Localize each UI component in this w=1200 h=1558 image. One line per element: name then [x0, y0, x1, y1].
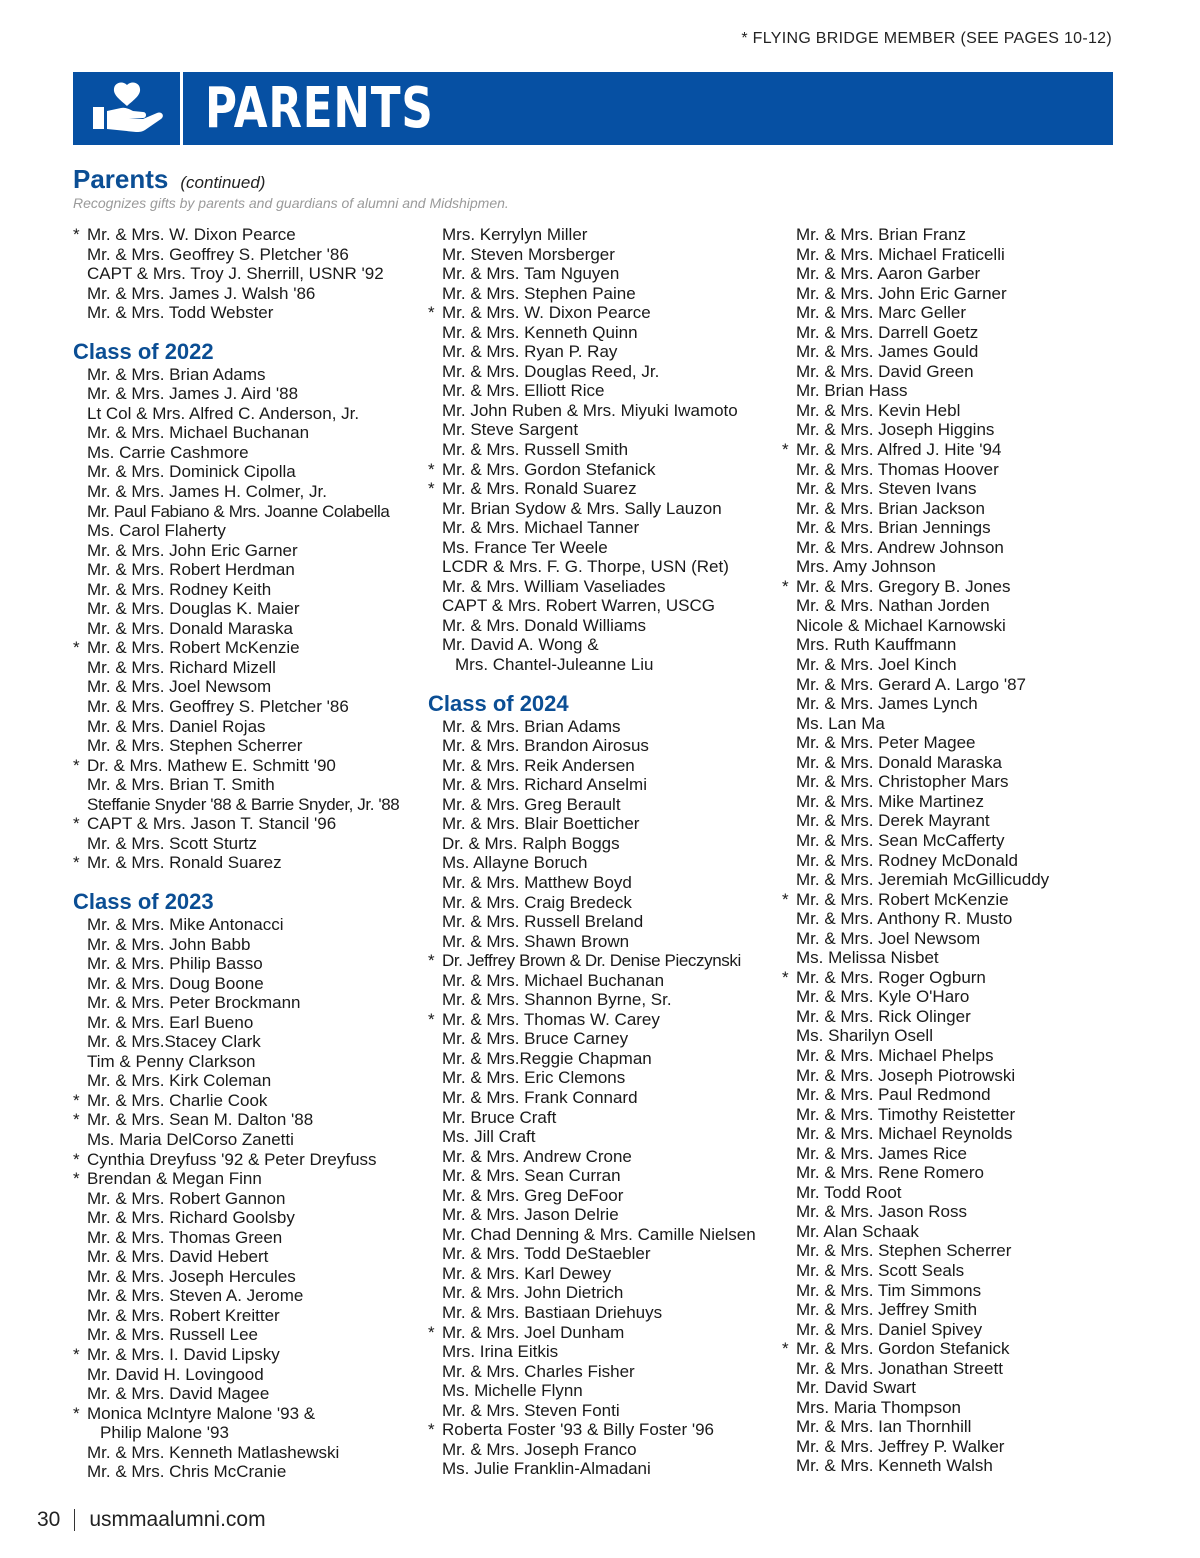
donor-entry: Mr. & Mrs. Steven Fonti [442, 1400, 620, 1420]
donor-entry: Mr. & Mrs. Tim Simmons [796, 1280, 982, 1300]
donor-entry: Mr. & Mrs. Robert Kreitter [87, 1305, 280, 1325]
donor-entry: Mr. Chad Denning & Mrs. Camille Nielsen [442, 1224, 756, 1244]
donor-entry-flying-bridge: * Mr. & Mrs. Gordon Stefanick [428, 460, 773, 480]
donor-entry: Mr. & Mrs. Brian Jackson [796, 498, 985, 518]
donor-entry: Mr. & Mrs. Michael Fraticelli [796, 244, 1005, 264]
class-year-heading: Class of 2024 [428, 690, 569, 716]
donor-entry: Nicole & Michael Karnowski [796, 615, 1006, 635]
donor-entry: Mr. & Mrs. Peter Magee [796, 733, 976, 753]
donor-entry: Tim & Penny Clarkson [87, 1051, 256, 1071]
donor-entry: Mr. John Ruben & Mrs. Miyuki Iwamoto [442, 400, 738, 420]
donor-entry: Mr. & Mrs. Mike Antonacci [87, 914, 284, 934]
donor-entry-flying-bridge: * Dr. & Mrs. Mathew E. Schmitt '90 [73, 756, 413, 776]
donor-entry: Mr. Steve Sargent [442, 420, 579, 440]
donor-entry: Ms. Melissa Nisbet [796, 948, 939, 968]
donor-entry: Mr. & Mrs. Douglas Reed, Jr. [442, 361, 660, 381]
donor-entry: Mr. & Mrs. Stephen Scherrer [87, 736, 303, 756]
class-year-heading: Class of 2023 [73, 888, 214, 914]
donor-entry: Mr. & Mrs. Gerard A. Largo '87 [796, 674, 1026, 694]
donor-entry: Mr. & Mrs. Rodney Keith [87, 579, 272, 599]
donor-entry: Mr. & Mrs. Frank Connard [442, 1087, 638, 1107]
donor-entry: Mr. & Mrs. Michael Tanner [442, 518, 640, 538]
donor-column-3 [782, 225, 1122, 1476]
donor-entry: Mr. & Mrs. Rene Romero [796, 1163, 984, 1183]
donor-entry: Mr. & Mrs. Bastiaan Driehuys [442, 1302, 663, 1322]
donor-entry-flying-bridge: * Mr. & Mrs. Ronald Suarez [73, 853, 413, 873]
donor-entry: Mr. & Mrs. Todd Webster [87, 303, 274, 323]
donor-entry: Mr. & Mrs. Steven A. Jerome [87, 1286, 304, 1306]
donor-entry-flying-bridge: * Mr. & Mrs. W. Dixon Pearce [428, 303, 773, 323]
banner-divider [180, 72, 183, 145]
donor-entry: Mr. & Mrs. William Vaseliades [442, 576, 666, 596]
donor-entry: Mr. & Mrs. Joel Newsom [796, 928, 981, 948]
donor-entry: Mr. & Mrs. Paul Redmond [796, 1085, 991, 1105]
donor-entry-flying-bridge: * Mr. & Mrs. Sean M. Dalton '88 [73, 1110, 413, 1130]
donor-entry: Mr. & Mrs. Daniel Rojas [87, 716, 266, 736]
donor-entry: Mr. & Mrs. Anthony R. Musto [796, 909, 1013, 929]
donor-entry: Mr. & Mrs. Kevin Hebl [796, 400, 961, 420]
donor-entry: Mr. & Mrs. Shawn Brown [442, 931, 630, 951]
donor-entry: Mrs. Amy Johnson [796, 557, 936, 577]
donor-entry: Mr. & Mrs. Russell Smith [442, 440, 629, 460]
donor-entry: CAPT & Mrs. Robert Warren, USCG [442, 596, 715, 616]
donor-entry: Mr. & Mrs. Russell Lee [87, 1325, 258, 1345]
donor-entry: Mr. David Swart [796, 1378, 916, 1398]
class-year-heading: Class of 2022 [73, 338, 214, 364]
donor-entry: Mr. & Mrs. Kenneth Matlashewski [87, 1442, 340, 1462]
donor-entry: Mr. & Mrs. Jeffrey P. Walker [796, 1436, 1005, 1456]
donor-entry: Mr. & Mrs. Andrew Johnson [796, 537, 1004, 557]
donor-entry: Mr. & Mrs. John Babb [87, 934, 251, 954]
donor-entry: Mr. & Mrs. Geoffrey S. Pletcher '86 [87, 697, 349, 717]
donor-entry-flying-bridge: * Mr. & Mrs. Charlie Cook [73, 1091, 413, 1111]
donor-entry-flying-bridge: * Monica McIntyre Malone '93 & [73, 1404, 413, 1424]
donor-entry: Mr. & Mrs. Darrell Goetz [796, 322, 979, 342]
donor-entry: Mr. & Mrs. James Gould [796, 342, 979, 362]
donor-entry: Mr. & Mrs. Sean McCafferty [796, 830, 1005, 850]
donor-entry: Mr. & Mrs. Brian Adams [87, 364, 266, 384]
donor-entry: Mr. & Mrs. Robert Herdman [87, 560, 295, 580]
donor-entry: Mr. & Mrs. Michael Buchanan [87, 423, 310, 443]
section-subtitle: Recognizes gifts by parents and guardians of alumni and Midshipmen. [73, 195, 509, 211]
donor-entry: Mr. & Mrs. Aaron Garber [796, 264, 981, 284]
donor-entry: Mr. & Mrs. Greg DeFoor [442, 1185, 624, 1205]
donor-entry: Mr. & Mrs. Kirk Coleman [87, 1071, 272, 1091]
donor-entry: Mr. & Mrs. Timothy Reistetter [796, 1104, 1016, 1124]
donor-entry: Mr. & Mrs. Jeremiah McGillicuddy [796, 870, 1050, 890]
donor-entry: Mr. & Mrs. Mike Martinez [796, 791, 984, 811]
donor-entry: Mr. & Mrs. Russell Breland [442, 912, 644, 932]
donor-entry-flying-bridge: * CAPT & Mrs. Jason T. Stancil '96 [73, 814, 413, 834]
section-banner [73, 72, 1113, 145]
donor-entry-flying-bridge: * Mr. & Mrs. I. David Lipsky [73, 1345, 413, 1365]
donor-entry-flying-bridge: * Mr. & Mrs. Roger Ogburn [782, 968, 1122, 988]
donor-entry: Mr. & Mrs. James J. Walsh '86 [87, 283, 316, 303]
donor-entry-flying-bridge: * Brendan & Megan Finn [73, 1169, 413, 1189]
donor-entry: Ms. Jill Craft [442, 1127, 536, 1147]
donor-entry: Mr. & Mrs. Chris McCranie [87, 1462, 287, 1482]
continued-label: (continued) [180, 173, 266, 192]
donor-entry: Mr. & Mrs. Donald Williams [442, 615, 647, 635]
section-heading [73, 164, 265, 195]
donor-entry: Mr. & Mrs. Kyle O'Haro [796, 987, 970, 1007]
donor-entry: Mr. & Mrs. John Eric Garner [796, 283, 1007, 303]
donor-entry: Mr. & Mrs. Douglas K. Maier [87, 599, 300, 619]
donor-column-1 [73, 225, 413, 1482]
donor-entry: Mr. & Mrs. Donald Maraska [796, 752, 1002, 772]
donor-column-2 [428, 225, 773, 1479]
donor-entry: Mr. & Mrs. Stephen Paine [442, 283, 636, 303]
donor-entry: Ms. Allayne Boruch [442, 853, 588, 873]
donor-entry: Mr. & Mrs. Ryan P. Ray [442, 342, 618, 362]
donor-entry: Mr. & Mrs. Jeffrey Smith [796, 1300, 978, 1320]
donor-entry-flying-bridge: * Mr. & Mrs. Thomas W. Carey [428, 1010, 773, 1030]
donor-entry: Mr. & Mrs. Brian Adams [442, 716, 621, 736]
donor-entry-flying-bridge: * Mr. & Mrs. Gordon Stefanick [782, 1339, 1122, 1359]
donor-entry-flying-bridge: * Dr. Jeffrey Brown & Dr. Denise Pieczynski [428, 951, 773, 971]
donor-entry-flying-bridge: * Roberta Foster '93 & Billy Foster '96 [428, 1420, 773, 1440]
donor-entry: Mr. Paul Fabiano & Mrs. Joanne Colabella [87, 501, 390, 521]
donor-entry: Mr. & Mrs. Michael Buchanan [442, 970, 665, 990]
donor-entry: Mr. & Mrs. Matthew Boyd [442, 872, 632, 892]
donor-entry-flying-bridge: * Mr. & Mrs. W. Dixon Pearce [73, 225, 413, 245]
donor-entry: Mr. & Mrs. Joel Kinch [796, 655, 957, 675]
donor-entry: Mr. & Mrs. Christopher Mars [796, 772, 1009, 792]
footer-divider [74, 1509, 75, 1531]
donor-entry: Mr. & Mrs.Reggie Chapman [442, 1048, 652, 1068]
donor-entry: Mr. & Mrs. Jonathan Streett [796, 1358, 1003, 1378]
donor-entry: Mr. & Mrs. Todd DeStaebler [442, 1244, 651, 1264]
donor-entry: LCDR & Mrs. F. G. Thorpe, USN (Ret) [442, 557, 729, 577]
donor-entry: Mr. & Mrs. John Eric Garner [87, 540, 298, 560]
donor-entry: Mr. & Mrs. Craig Bredeck [442, 892, 632, 912]
donor-entry: Philip Malone '93 [100, 1423, 229, 1443]
donor-entry: Mr. & Mrs. Richard Goolsby [87, 1208, 295, 1228]
donor-entry: Mrs. Maria Thompson [796, 1397, 962, 1417]
donor-entry: Mr. & Mrs. Thomas Green [87, 1227, 283, 1247]
donor-entry: Mr. & Mrs. Steven Ivans [796, 479, 977, 499]
donor-entry: Mr. & Mrs. Joseph Franco [442, 1439, 637, 1459]
donor-entry: CAPT & Mrs. Troy J. Sherrill, USNR '92 [87, 264, 384, 284]
donor-entry: Mr. & Mrs. Stephen Scherrer [796, 1241, 1012, 1261]
donor-entry: Mr. Bruce Craft [442, 1107, 557, 1127]
donor-entry: Mr. & Mrs. Rick Olinger [796, 1006, 971, 1026]
donor-entry: Mrs. Kerrylyn Miller [442, 225, 588, 244]
page-footer [37, 1508, 266, 1532]
donor-entry: Mr. Alan Schaak [796, 1221, 919, 1241]
donor-entry: Mr. & Mrs. Peter Brockmann [87, 993, 301, 1013]
donor-entry: Mr. & Mrs. James Rice [796, 1143, 967, 1163]
donor-entry: Mr. & Mrs. Brian T. Smith [87, 775, 275, 795]
page-number: 30 [37, 1508, 61, 1531]
donor-entry: Mr. Todd Root [796, 1182, 902, 1202]
donor-entry: Mr. & Mrs. David Green [796, 361, 974, 381]
hand-heart-icon [73, 72, 180, 145]
donor-entry: Mr. & Mrs. Jason Delrie [442, 1205, 619, 1225]
donor-entry: Mr. & Mrs. David Hebert [87, 1247, 269, 1267]
donor-entry: Mrs. Irina Eitkis [442, 1342, 559, 1362]
donor-entry: Mr. & Mrs. Bruce Carney [442, 1029, 629, 1049]
donor-entry: Ms. France Ter Weele [442, 537, 608, 557]
donor-entry: Mr. & Mrs. Blair Boetticher [442, 814, 640, 834]
donor-entry: Mr. & Mrs. Eric Clemons [442, 1068, 626, 1088]
donor-entry-flying-bridge: * Mr. & Mrs. Gregory B. Jones [782, 577, 1122, 597]
donor-entry: Mr. & Mrs. Shannon Byrne, Sr. [442, 990, 672, 1010]
donor-entry: Mr. & Mrs. Richard Anselmi [442, 775, 647, 795]
donor-entry: Ms. Carrie Cashmore [87, 442, 249, 462]
donor-entry: Mr. & Mrs. James J. Aird '88 [87, 384, 299, 404]
section-title: Parents [73, 164, 169, 194]
donor-entry: Steffanie Snyder '88 & Barrie Snyder, Jr. '88 [87, 794, 400, 814]
donor-entry-flying-bridge: * Mr. & Mrs. Alfred J. Hite '94 [782, 440, 1122, 460]
donor-entry: Mr. David H. Lovingood [87, 1364, 264, 1384]
donor-entry: Mr. & Mrs. Thomas Hoover [796, 459, 999, 479]
donor-entry: Mr. & Mrs. Charles Fisher [442, 1361, 635, 1381]
donor-entry: Mr. & Mrs. Andrew Crone [442, 1146, 632, 1166]
donor-entry: Mr. & Mrs. Brian Jennings [796, 518, 991, 538]
donor-entry: Ms. Julie Franklin-Almadani [442, 1459, 651, 1479]
flying-bridge-note: * FLYING BRIDGE MEMBER (SEE PAGES 10-12) [741, 30, 1112, 47]
donor-entry: Mr. & Mrs. Brandon Airosus [442, 736, 649, 756]
banner-title: PARENTS [205, 76, 434, 141]
donor-entry: Ms. Michelle Flynn [442, 1381, 583, 1401]
donor-entry: Mr. & Mrs. Daniel Spivey [796, 1319, 983, 1339]
donor-entry: Mr. & Mrs. Reik Andersen [442, 755, 635, 775]
donor-entry: Mr. & Mrs. James Lynch [796, 694, 978, 714]
donor-entry: Mr. & Mrs. Scott Seals [796, 1260, 965, 1280]
donor-entry: Mr. & Mrs. Earl Bueno [87, 1012, 254, 1032]
donor-entry: Mr. & Mrs. Sean Curran [442, 1166, 621, 1186]
site-link[interactable]: usmmaalumni.com [89, 1508, 266, 1531]
donor-entry: Mr. & Mrs. David Magee [87, 1384, 270, 1404]
donor-entry: Mr. Brian Sydow & Mrs. Sally Lauzon [442, 498, 722, 518]
donor-entry: Ms. Carol Flaherty [87, 521, 226, 541]
donor-entry: Mr. & Mrs. Tam Nguyen [442, 264, 620, 284]
donor-entry: Mr. & Mrs.Stacey Clark [87, 1032, 261, 1052]
donor-entry: Mr. & Mrs. Joseph Hercules [87, 1266, 296, 1286]
donor-entry: Mr. & Mrs. Derek Mayrant [796, 811, 990, 831]
donor-entry: Mr. & Mrs. Ian Thornhill [796, 1417, 972, 1437]
donor-entry: Ms. Maria DelCorso Zanetti [87, 1129, 294, 1149]
donor-entry: Mr. & Mrs. Kenneth Quinn [442, 322, 638, 342]
donor-entry: Dr. & Mrs. Ralph Boggs [442, 833, 620, 853]
donor-entry-flying-bridge: * Cynthia Dreyfuss '92 & Peter Dreyfuss [73, 1150, 413, 1170]
donor-entry: Mr. & Mrs. Joseph Higgins [796, 420, 995, 440]
donor-entry: Mr. & Mrs. Michael Reynolds [796, 1124, 1013, 1144]
donor-entry: Mr. & Mrs. Brian Franz [796, 225, 967, 244]
donor-entry-flying-bridge: * Mr. & Mrs. Robert McKenzie [73, 638, 413, 658]
donor-entry: Mr. & Mrs. Dominick Cipolla [87, 462, 296, 482]
donor-entry: Mr. & Mrs. Nathan Jorden [796, 596, 990, 616]
donor-entry: Mrs. Chantel-Juleanne Liu [455, 655, 654, 675]
donor-entry: Mr. & Mrs. John Dietrich [442, 1283, 624, 1303]
donor-entry: Mrs. Ruth Kauffmann [796, 635, 957, 655]
donor-entry: Mr. & Mrs. Jason Ross [796, 1202, 967, 1222]
donor-entry: Mr. & Mrs. Doug Boone [87, 973, 264, 993]
donor-entry: Mr. & Mrs. Karl Dewey [442, 1263, 612, 1283]
donor-entry: Mr. Steven Morsberger [442, 244, 615, 264]
donor-entry-flying-bridge: * Mr. & Mrs. Robert McKenzie [782, 890, 1122, 910]
donor-entry: Mr. & Mrs. Rodney McDonald [796, 850, 1019, 870]
donor-entry: Mr. & Mrs. Elliott Rice [442, 381, 605, 401]
donor-entry: Mr. & Mrs. Donald Maraska [87, 618, 293, 638]
donor-entry: Mr. & Mrs. Kenneth Walsh [796, 1456, 993, 1476]
donor-entry: Mr. & Mrs. Michael Phelps [796, 1045, 994, 1065]
donor-entry: Mr. & Mrs. Geoffrey S. Pletcher '86 [87, 244, 349, 264]
donor-entry: Ms. Lan Ma [796, 713, 885, 733]
donor-entry: Mr. & Mrs. Richard Mizell [87, 657, 276, 677]
donor-entry: Mr. & Mrs. Joel Newsom [87, 677, 272, 697]
donor-entry: Mr. David A. Wong & [442, 635, 599, 655]
donor-entry: Mr. & Mrs. Philip Basso [87, 954, 263, 974]
donor-entry: Mr. & Mrs. James H. Colmer, Jr. [87, 482, 327, 502]
donor-entry-flying-bridge: * Mr. & Mrs. Joel Dunham [428, 1323, 773, 1343]
donor-entry: Mr. Brian Hass [796, 381, 908, 401]
donor-entry: Ms. Sharilyn Osell [796, 1026, 933, 1046]
donor-entry: Mr. & Mrs. Marc Geller [796, 303, 967, 323]
donor-entry: Lt Col & Mrs. Alfred C. Anderson, Jr. [87, 403, 360, 423]
donor-entry: Mr. & Mrs. Greg Berault [442, 794, 621, 814]
donor-entry: Mr. & Mrs. Joseph Piotrowski [796, 1065, 1016, 1085]
donor-entry-flying-bridge: * Mr. & Mrs. Ronald Suarez [428, 479, 773, 499]
donor-entry: Mr. & Mrs. Robert Gannon [87, 1188, 286, 1208]
donor-entry: Mr. & Mrs. Scott Sturtz [87, 833, 258, 853]
